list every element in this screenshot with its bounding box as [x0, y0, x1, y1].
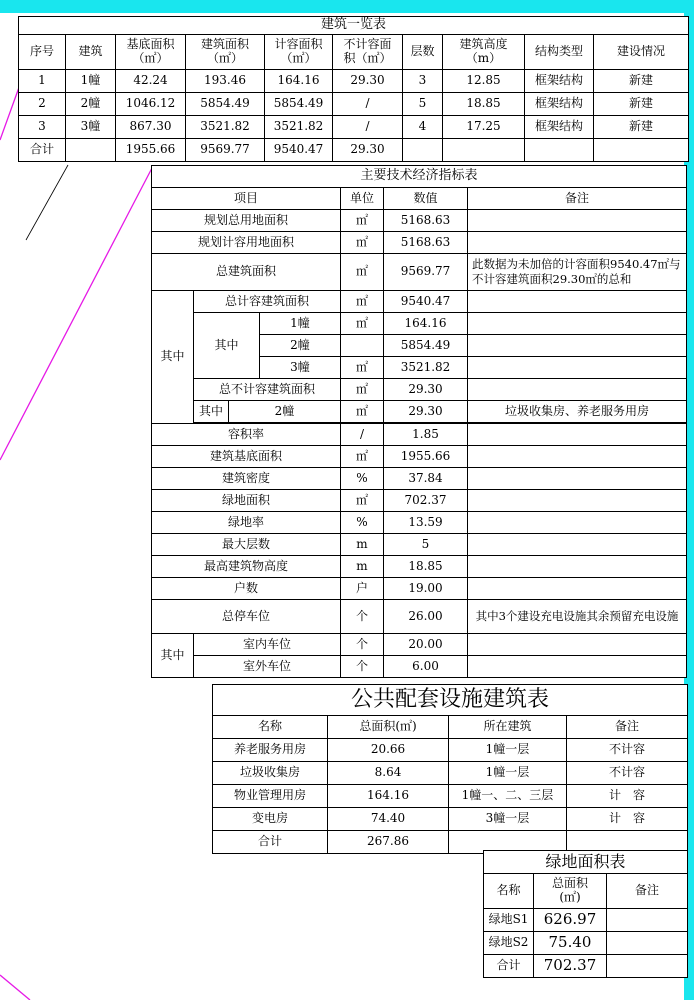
leader-line: [26, 165, 68, 240]
value-cell: 5168.63: [384, 232, 468, 254]
value-cell: 1955.66: [384, 446, 468, 468]
unit-cell: ㎡: [341, 446, 384, 468]
header-cell: 结构类型: [525, 35, 594, 70]
unit-cell: 个: [341, 656, 384, 678]
unit-cell: ㎡: [341, 490, 384, 512]
table-cell: 5854.49: [265, 93, 333, 116]
table-cell: 新建: [594, 116, 689, 139]
among-label: 其中: [152, 291, 194, 424]
table-cell: 626.97: [534, 909, 607, 932]
unit-cell: m: [341, 534, 384, 556]
value-cell: 29.30: [384, 401, 468, 423]
table-cell: 不计容: [567, 739, 688, 762]
header-cell: 建筑高度 （m）: [443, 35, 525, 70]
value-cell: 3521.82: [384, 357, 468, 379]
header-cell: 所在建筑: [449, 716, 567, 739]
item-cell: 建筑密度: [152, 468, 341, 490]
note-cell: [468, 357, 687, 379]
table-cell: [66, 139, 116, 162]
table-cell: 5: [403, 93, 443, 116]
green-table-title: 绿地面积表: [484, 851, 688, 874]
item-cell: 绿地面积: [152, 490, 341, 512]
table-cell: 计 容: [567, 785, 688, 808]
item-cell: 最大层数: [152, 534, 341, 556]
table-cell: 164.16: [265, 70, 333, 93]
table-cell: 867.30: [116, 116, 186, 139]
table-cell: 1046.12: [116, 93, 186, 116]
table-row: [152, 656, 687, 678]
econ-table-header: [152, 188, 687, 210]
among-label: 其中: [152, 634, 194, 678]
table-row: [152, 490, 687, 512]
item-cell: 最高建筑物高度: [152, 556, 341, 578]
note-cell: [468, 556, 687, 578]
note-cell: [468, 512, 687, 534]
header-cell: 备注: [607, 874, 688, 909]
table-row: [213, 739, 688, 762]
table-row: [19, 93, 689, 116]
header-cell: 建筑: [66, 35, 116, 70]
table-cell: 9540.47: [265, 139, 333, 162]
table-cell: 29.30: [333, 70, 403, 93]
table-row: [152, 254, 687, 291]
table-row: [152, 512, 687, 534]
unit-cell: ㎡: [341, 313, 384, 335]
header-cell: 单位: [341, 188, 384, 210]
unit-cell: 个: [341, 634, 384, 656]
table-cell: 267.86: [328, 831, 449, 854]
unit-cell: /: [341, 424, 384, 446]
header-cell: 备注: [468, 188, 687, 210]
table-cell: 12.85: [443, 70, 525, 93]
table-cell: 9569.77: [186, 139, 265, 162]
public-table-title: 公共配套设施建筑表: [213, 685, 688, 716]
item-cell: 总计容建筑面积: [194, 291, 341, 313]
table-row: [152, 401, 687, 423]
table-row: [152, 600, 687, 634]
table-cell: 绿地S1: [484, 909, 534, 932]
unit-cell: [341, 335, 384, 357]
building-overview-table: [18, 16, 689, 162]
note-cell: [468, 291, 687, 313]
note-cell: [468, 313, 687, 335]
value-cell: 19.00: [384, 578, 468, 600]
unit-cell: ㎡: [341, 401, 384, 423]
magenta-line-diagonal: [0, 168, 152, 460]
item-cell: 绿地率: [152, 512, 341, 534]
table-cell: 74.40: [328, 808, 449, 831]
table-cell: 绿地S2: [484, 932, 534, 955]
table-cell: 计 容: [567, 808, 688, 831]
value-cell: 5854.49: [384, 335, 468, 357]
table-cell: 1: [19, 70, 66, 93]
table-cell: 3幢一层: [449, 808, 567, 831]
table-cell: /: [333, 93, 403, 116]
table-cell: 2: [19, 93, 66, 116]
value-cell: 5: [384, 534, 468, 556]
table-cell: 养老服务用房: [213, 739, 328, 762]
unit-cell: ㎡: [341, 357, 384, 379]
unit-cell: %: [341, 512, 384, 534]
table-cell: 3: [19, 116, 66, 139]
value-cell: 1.85: [384, 424, 468, 446]
header-cell: 总面积 (㎡): [534, 874, 607, 909]
table-cell: 29.30: [333, 139, 403, 162]
item-cell: 2幢: [260, 335, 341, 357]
header-cell: 序号: [19, 35, 66, 70]
value-cell: 9569.77: [384, 254, 468, 291]
table-cell: 3: [403, 70, 443, 93]
table-row: [152, 468, 687, 490]
value-cell: 20.00: [384, 634, 468, 656]
value-cell: 9540.47: [384, 291, 468, 313]
item-cell: 建筑基底面积: [152, 446, 341, 468]
header-cell: 层数: [403, 35, 443, 70]
table-cell: 3幢: [66, 116, 116, 139]
unit-cell: 户: [341, 578, 384, 600]
table-cell: 42.24: [116, 70, 186, 93]
header-cell: 项目: [152, 188, 341, 210]
table-cell: 框架结构: [525, 93, 594, 116]
unit-cell: 个: [341, 600, 384, 634]
table-cell: 4: [403, 116, 443, 139]
value-cell: 18.85: [384, 556, 468, 578]
value-cell: 702.37: [384, 490, 468, 512]
table-cell: 5854.49: [186, 93, 265, 116]
value-cell: 26.00: [384, 600, 468, 634]
table-row: [213, 785, 688, 808]
table-cell: 20.66: [328, 739, 449, 762]
sub-among-label: 其中: [194, 401, 229, 423]
item-cell: 规划总用地面积: [152, 210, 341, 232]
table-cell: 不计容: [567, 762, 688, 785]
building-table-title: 建筑一览表: [19, 17, 689, 35]
note-cell: [468, 468, 687, 490]
table-cell: 1幢一、二、三层: [449, 785, 567, 808]
note-cell: [468, 232, 687, 254]
item-cell: 总停车位: [152, 600, 341, 634]
table-row: [152, 313, 687, 335]
table-cell: 新建: [594, 70, 689, 93]
table-row: [152, 210, 687, 232]
table-row: [213, 762, 688, 785]
item-cell: 1幢: [260, 313, 341, 335]
table-row: [152, 291, 687, 313]
item-cell: 室内车位: [194, 634, 341, 656]
table-cell: 702.37: [534, 955, 607, 978]
table-row: [213, 808, 688, 831]
note-cell: [468, 656, 687, 678]
note-cell: [468, 634, 687, 656]
table-cell: 框架结构: [525, 70, 594, 93]
table-cell: 1幢一层: [449, 762, 567, 785]
table-cell: 新建: [594, 93, 689, 116]
table-row: [152, 379, 687, 401]
unit-cell: ㎡: [341, 379, 384, 401]
table-row: [152, 578, 687, 600]
note-cell: [468, 424, 687, 446]
table-cell: [403, 139, 443, 162]
table-cell: 3521.82: [186, 116, 265, 139]
table-cell: 框架结构: [525, 116, 594, 139]
table-cell: 1幢一层: [449, 739, 567, 762]
table-cell: 合计: [213, 831, 328, 854]
item-cell: 户数: [152, 578, 341, 600]
unit-cell: m: [341, 556, 384, 578]
header-cell: 名称: [484, 874, 534, 909]
table-cell: [607, 955, 688, 978]
item-cell: 总建筑面积: [152, 254, 341, 291]
header-cell: 建设情况: [594, 35, 689, 70]
item-cell: 室外车位: [194, 656, 341, 678]
econ-table-title: 主要技术经济指标表: [152, 166, 687, 188]
table-cell: 1955.66: [116, 139, 186, 162]
item-cell: 总不计容建筑面积: [194, 379, 341, 401]
public-table-header: [213, 716, 688, 739]
item-cell: 规划计容用地面积: [152, 232, 341, 254]
value-cell: 164.16: [384, 313, 468, 335]
green-area-table: [483, 850, 688, 978]
note-cell: [468, 490, 687, 512]
header-cell: 总面积(㎡): [328, 716, 449, 739]
value-cell: 13.59: [384, 512, 468, 534]
note-cell: [468, 446, 687, 468]
table-cell: 物业管理用房: [213, 785, 328, 808]
header-cell: 数值: [384, 188, 468, 210]
table-row: [19, 116, 689, 139]
table-cell: 8.64: [328, 762, 449, 785]
table-row: [152, 232, 687, 254]
header-cell: 建筑面积 （㎡）: [186, 35, 265, 70]
table-row: [484, 909, 688, 932]
table-cell: [594, 139, 689, 162]
header-cell: 名称: [213, 716, 328, 739]
table-cell: [607, 909, 688, 932]
note-cell: [468, 534, 687, 556]
table-cell: 垃圾收集房: [213, 762, 328, 785]
table-cell: 18.85: [443, 93, 525, 116]
table-row: [152, 446, 687, 468]
building-table-header: [19, 35, 689, 70]
header-cell: 基底面积 （㎡）: [116, 35, 186, 70]
header-cell: 备注: [567, 716, 688, 739]
value-cell: 29.30: [384, 379, 468, 401]
magenta-line-bottom: [0, 975, 30, 1000]
unit-cell: %: [341, 468, 384, 490]
note-cell: [468, 379, 687, 401]
public-facilities-table: [212, 684, 688, 854]
header-cell: 不计容面 积（㎡）: [333, 35, 403, 70]
note-cell: [468, 210, 687, 232]
table-row: [152, 534, 687, 556]
table-row: [152, 424, 687, 446]
table-cell: 2幢: [66, 93, 116, 116]
unit-cell: ㎡: [341, 210, 384, 232]
table-row: [484, 932, 688, 955]
table-cell: 3521.82: [265, 116, 333, 139]
table-row: [19, 70, 689, 93]
total-row: [19, 139, 689, 162]
unit-cell: ㎡: [341, 254, 384, 291]
value-cell: 6.00: [384, 656, 468, 678]
green-table-header: [484, 874, 688, 909]
table-cell: [607, 932, 688, 955]
unit-cell: ㎡: [341, 232, 384, 254]
table-cell: 变电房: [213, 808, 328, 831]
table-cell: 75.40: [534, 932, 607, 955]
table-cell: /: [333, 116, 403, 139]
table-cell: [443, 139, 525, 162]
item-cell: 2幢: [229, 401, 341, 423]
note-cell: [468, 335, 687, 357]
sub-among-label: 其中: [194, 313, 260, 379]
note-cell: 其中3个建设充电设施其余预留充电设施: [468, 600, 687, 634]
value-cell: 37.84: [384, 468, 468, 490]
table-row: [152, 556, 687, 578]
item-cell: 3幢: [260, 357, 341, 379]
table-cell: 1幢: [66, 70, 116, 93]
table-cell: 合计: [484, 955, 534, 978]
item-cell: 容积率: [152, 424, 341, 446]
economic-indicators-table: [151, 165, 687, 678]
total-row: [484, 955, 688, 978]
unit-cell: ㎡: [341, 291, 384, 313]
table-cell: 164.16: [328, 785, 449, 808]
header-cell: 计容面积 （㎡）: [265, 35, 333, 70]
note-cell: [468, 578, 687, 600]
table-row: [152, 634, 687, 656]
table-cell: [525, 139, 594, 162]
table-cell: 193.46: [186, 70, 265, 93]
note-cell: 此数据为未加倍的计容面积9540.47㎡与不计容建筑面积29.30㎡的总和: [468, 254, 687, 291]
note-cell: 垃圾收集房、养老服务用房: [468, 401, 687, 423]
table-cell: 17.25: [443, 116, 525, 139]
value-cell: 5168.63: [384, 210, 468, 232]
table-cell: 合计: [19, 139, 66, 162]
